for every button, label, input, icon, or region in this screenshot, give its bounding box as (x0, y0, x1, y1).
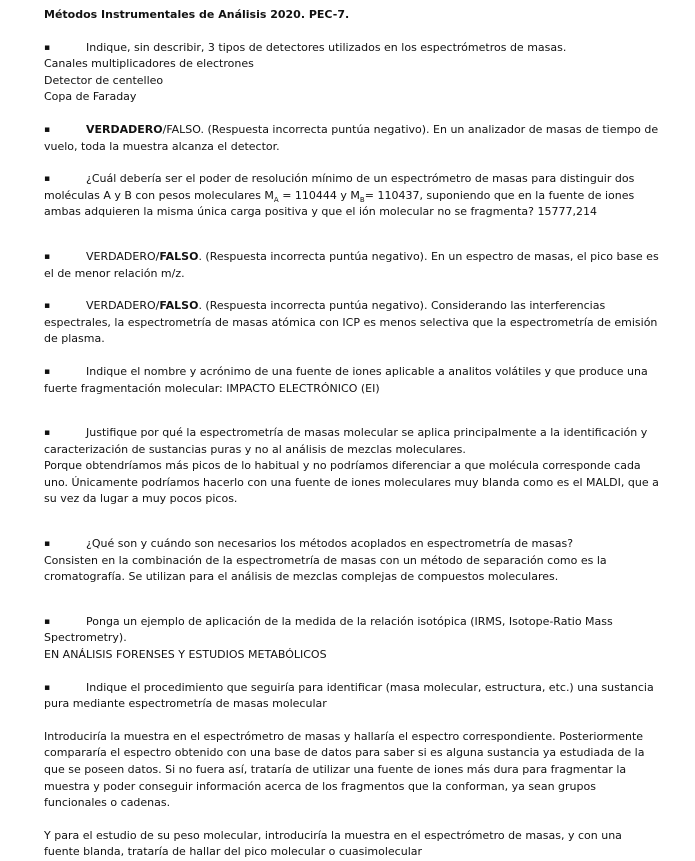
bullet-icon: ▪ (44, 174, 51, 185)
true-label: VERDADERO (86, 299, 156, 313)
question-8 (44, 536, 659, 553)
bullet-icon: ▪ (44, 366, 51, 377)
bullet-icon: ▪ (44, 124, 51, 135)
document-title: Métodos Instrumentales de Análisis 2020. PEC-7. (44, 8, 350, 21)
document-page (44, 7, 659, 861)
answer-1-item: Canales multiplicadores de electrones (44, 57, 254, 71)
answer-1-item: Detector de centelleo (44, 73, 164, 87)
question-3-text-end: = 110437, suponiendo que en la fuente de iones ambas adquieren la misma única carga positiva y que el ión molecular no se fragmenta? 15777,214 (44, 188, 635, 219)
slash: / (162, 122, 167, 136)
bullet-icon: ▪ (44, 42, 51, 53)
question-5 (44, 298, 659, 348)
question-9 (44, 614, 659, 647)
answer-9: EN ANÁLISIS FORENSES Y ESTUDIOS METABÓLICOS (44, 648, 327, 662)
false-label-selected: FALSO (159, 299, 199, 313)
slash: / (155, 299, 160, 313)
question-3 (44, 171, 659, 221)
question-1-text: Indique, sin describir, 3 tipos de detectores utilizados en los espectrómetros de masas. (86, 40, 567, 54)
question-5-text: . (Respuesta incorrecta puntúa negativo). Considerando las interferencias espectrales, la espectrometría de masas atómica con ICP es menos selectiva que la espectrometría de emisión de plasma. (44, 299, 658, 346)
question-3-text: ¿Cuál debería ser el poder de resolución mínimo de un espectrómetro de masas para distinguir dos moléculas A y B con pesos moleculares M (44, 172, 635, 202)
true-label-selected: VERDADERO (86, 122, 163, 136)
question-2 (44, 122, 659, 155)
answer-7: Porque obtendríamos más picos de lo habitual y no podríamos diferenciar a que molécula corresponde cada uno. Únicamente podríamos hacerlo con una fuente de iones moleculares muy blanda como es el MALDI, que a su vez da lugar a muy pocos picos. (44, 459, 659, 506)
question-10-text: Indique el procedimiento que seguiría para identificar (masa molecular, estructura, etc.) una sustancia pura mediante espectrometría de masas molecular (44, 680, 654, 711)
answer-8: Consisten en la combinación de la espectrometría de masas con un método de separación como es la cromatografía. Se utilizan para el análisis de mezclas complejas de compuestos moleculares. (44, 553, 607, 584)
slash: / (155, 249, 160, 263)
question-6 (44, 364, 659, 397)
question-4-text: . (Respuesta incorrecta puntúa negativo). En un espectro de masas, el pico base es el de menor relación m/z. (44, 249, 659, 280)
bullet-icon: ▪ (44, 682, 51, 693)
question-4 (44, 249, 659, 282)
question-2-text: . (Respuesta incorrecta puntúa negativo). En un analizador de masas de tiempo de vuelo, toda la muestra alcanza el detector. (44, 122, 659, 153)
question-3-text-mid: = 110444 y M (278, 188, 360, 202)
subscript-a: A (273, 195, 279, 204)
question-8-text: ¿Qué son y cuándo son necesarios los métodos acoplados en espectrometría de masas? (86, 537, 574, 551)
bullet-icon: ▪ (44, 301, 51, 312)
answer-10-paragraph-2: Y para el estudio de su peso molecular, introduciría la muestra en el espectrómetro de masas, y con una fuente blanda, trataría de hallar del pico molecular o cuasimolecular (44, 828, 622, 859)
true-label: VERDADERO (86, 249, 156, 263)
subscript-b: B (359, 195, 365, 204)
question-7 (44, 425, 659, 458)
bullet-icon: ▪ (44, 428, 51, 439)
bullet-icon: ▪ (44, 539, 51, 550)
question-6-text: Indique el nombre y acrónimo de una fuente de iones aplicable a analitos volátiles y que produce una fuerte fragmentación molecular: IMPACTO ELECTRÓNICO (EI) (44, 364, 648, 395)
answer-10-paragraph-1: Introduciría la muestra en el espectrómetro de masas y hallaría el espectro correspondiente. Posteriormente compararía el espectro obtenido con una base de datos para saber si es alguna sustancia ya estudiada de la que se poseen datos. Si no fuera así, trataría de utilizar una fuente de iones más dura para fragmentar la muestra y poder conseguir información acerca de los fragmentos que la conforman, ya sean grupos funcionales o cadenas. (44, 729, 645, 810)
question-9-text: Ponga un ejemplo de aplicación de la medida de la relación isotópica (IRMS, Isotope-Ratio Mass Spectrometry). (44, 614, 613, 645)
question-10 (44, 680, 659, 713)
false-label-selected: FALSO (159, 249, 199, 263)
answer-1-item: Copa de Faraday (44, 90, 137, 104)
question-1 (44, 40, 659, 57)
false-label: FALSO (166, 122, 201, 136)
question-7-text: Justifique por qué la espectrometría de masas molecular se aplica principalmente a la identificación y caracterización de sustancias puras y no al análisis de mezclas moleculares. (44, 426, 648, 456)
bullet-icon: ▪ (44, 251, 51, 262)
bullet-icon: ▪ (44, 616, 51, 627)
